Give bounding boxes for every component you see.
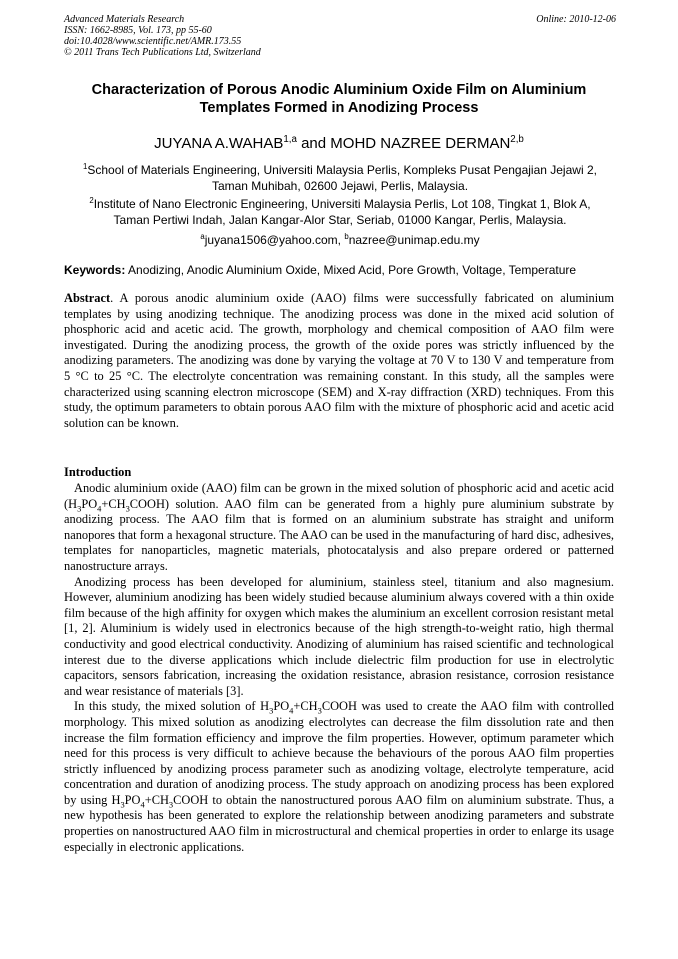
chem-formula-3: $H_3PO_4+CH_3COOH$	[111, 792, 209, 810]
author-1: JUYANA A.WAHAB	[154, 135, 284, 152]
email-a-marker: a	[200, 232, 205, 241]
affiliation-2-line-1: Institute of Nano Electronic Engineering, Universiti Malaysia Perlis, Lot 108, Tingkat 1, Blok A,	[93, 197, 591, 211]
author-1-affil: 1,a	[283, 134, 297, 145]
affiliation-2-number: 2	[89, 196, 94, 205]
intro-paragraph-3	[64, 699, 614, 855]
journal-name: Advanced Materials Research	[64, 14, 185, 25]
issn-line: ISSN: 1662-8985, Vol. 173, pp 55-60	[64, 25, 212, 36]
email-line	[64, 232, 616, 248]
chem-formula-2: $H_3PO_4+CH_3COOH$	[260, 699, 357, 716]
paper-title	[50, 81, 628, 117]
intro-p3-text-b: was used to create the AAO film with controlled morphology. This mixed solution as anodizing electrolytes can decrease the film dissolution rate and then increase the film formation efficiency and improve the film properties. However, optimum parameter which need for this process is very difficult to achieve because the behaviours of the porous AAO film properties strictly influenced by anodizing process parameter such as anodizing voltage, electrolyte temperature, acid concentration and duration of anodizing process. The study approach on anodizing process has been explored by using	[64, 699, 614, 807]
intro-p3-text-a: In this study, the mixed solution of	[74, 699, 261, 714]
email-b: nazree@unimap.edu.my	[348, 233, 480, 247]
affiliation-1-line-1: School of Materials Engineering, Universiti Malaysia Perlis, Kompleks Pusat Pengajian Jejawi 2,	[87, 163, 597, 177]
affiliation-1	[64, 162, 616, 194]
intro-p1-text-b: ) solution. AAO film can be generated from a highly pure aluminium substrate by anodizing process. The AAO film that is formed on an aluminium substrate has straight and uniform nanopores that form a hexagonal structure. The AAO can be used in the manufacturing of hard disc, adhesives, templates for nanoparticles, magnetic materials, photocatalysis and also prepare ordered or patterned nanostructure arrays.	[64, 496, 614, 573]
email-a: juyana1506@yahoo.com,	[204, 233, 345, 247]
author-conjunction: and	[296, 135, 331, 152]
intro-p3-text-c: to obtain the nanostructured porous AAO film on aluminium substrate. Thus, a new hypothesis has been generated to explore the relationship between anodizing parameters and substrate properties on nanostructured AAO film in microstructural and chemical properties in order to enlarge its usage especially in electronic applications.	[64, 792, 614, 854]
affiliation-1-line-2: Taman Muhibah, 02600 Jejawi, Perlis, Malaysia.	[211, 179, 469, 193]
keywords	[64, 262, 624, 278]
journal-header	[64, 14, 616, 58]
introduction-body	[64, 481, 614, 855]
keywords-text: Anodizing, Anodic Aluminium Oxide, Mixed Acid, Pore Growth, Voltage, Temperature	[125, 263, 577, 277]
author-2: MOHD NAZREE DERMAN	[330, 135, 511, 152]
keywords-label: Keywords:	[64, 263, 126, 277]
author-line	[40, 135, 638, 153]
email-b-marker: b	[344, 232, 349, 241]
affiliation-2	[64, 196, 616, 228]
author-2-affil: 2,b	[510, 134, 524, 145]
copyright-line: © 2011 Trans Tech Publications Ltd, Switzerland	[64, 47, 261, 58]
affiliation-1-number: 1	[83, 162, 88, 171]
intro-paragraph-1	[64, 481, 614, 575]
abstract-text: . A porous anodic aluminium oxide (AAO) films were successfully fabricated on aluminium templates by using anodizing technique. The anodizing process was done in the mixed acid solution of phosphoric acid and acetic acid. The growth, morphology and chemical composition of AAO film were investigated. During the anodizing process, the growth of the oxide pores was strictly influenced by the anodizing parameters. The anodizing was done by varying the voltage at 70 V to 130 V and temperature from 5 °C to 25 °C. The electrolyte concentration was remaining constant. In this study, all the samples were characterized using scanning electron microscope (SEM) and X-ray diffraction (XRD) techniques. From this study, the optimum parameters to obtain porous AAO film with the mixture of phosphoric acid and acetic acid solution can be known.	[64, 291, 614, 430]
online-date: Online: 2010-12-06	[536, 14, 616, 25]
abstract	[64, 291, 614, 431]
title-line-1: Characterization of Porous Anodic Aluminium Oxide Film on Aluminium	[91, 82, 587, 98]
doi-line: doi:10.4028/www.scientific.net/AMR.173.55	[64, 36, 242, 47]
title-line-2: Templates Formed in Anodizing Process	[199, 100, 479, 116]
introduction-heading: Introduction	[64, 465, 132, 479]
affiliation-2-line-2: Taman Pertiwi Indah, Jalan Kangar-Alor Star, Seriab, 01000 Kangar, Perlis, Malaysia.	[113, 213, 567, 227]
chem-formula-1: $H_3PO_4+CH_3COOH$	[68, 496, 165, 514]
intro-paragraph-2: Anodizing process has been developed for aluminium, stainless steel, titanium and also magnesium. However, aluminium anodizing has been widely studied because aluminium always covered with a thin oxide film because of the high affinity for oxygen which makes the aluminium an excellent corrosion resistant metal [1, 2]. Aluminium is widely used in electronics because of the high strength-to-weight ratio, high thermal conductivity and good electrical conductivity. Anodizing of aluminium has raised scientific and technological interest due to the diverse applications which include dielectric film production for use in electrolytic capacitors, sensors fabrication, increasing the oxidation resistance, abrasion resistance, corrosion resistance and wear resistance of materials [3].	[64, 574, 614, 698]
intro-p1-text-a: Anodic aluminium oxide (AAO) film can be grown in the mixed solution of phosphoric acid and acetic acid (	[64, 481, 614, 511]
abstract-label: Abstract	[64, 291, 111, 305]
